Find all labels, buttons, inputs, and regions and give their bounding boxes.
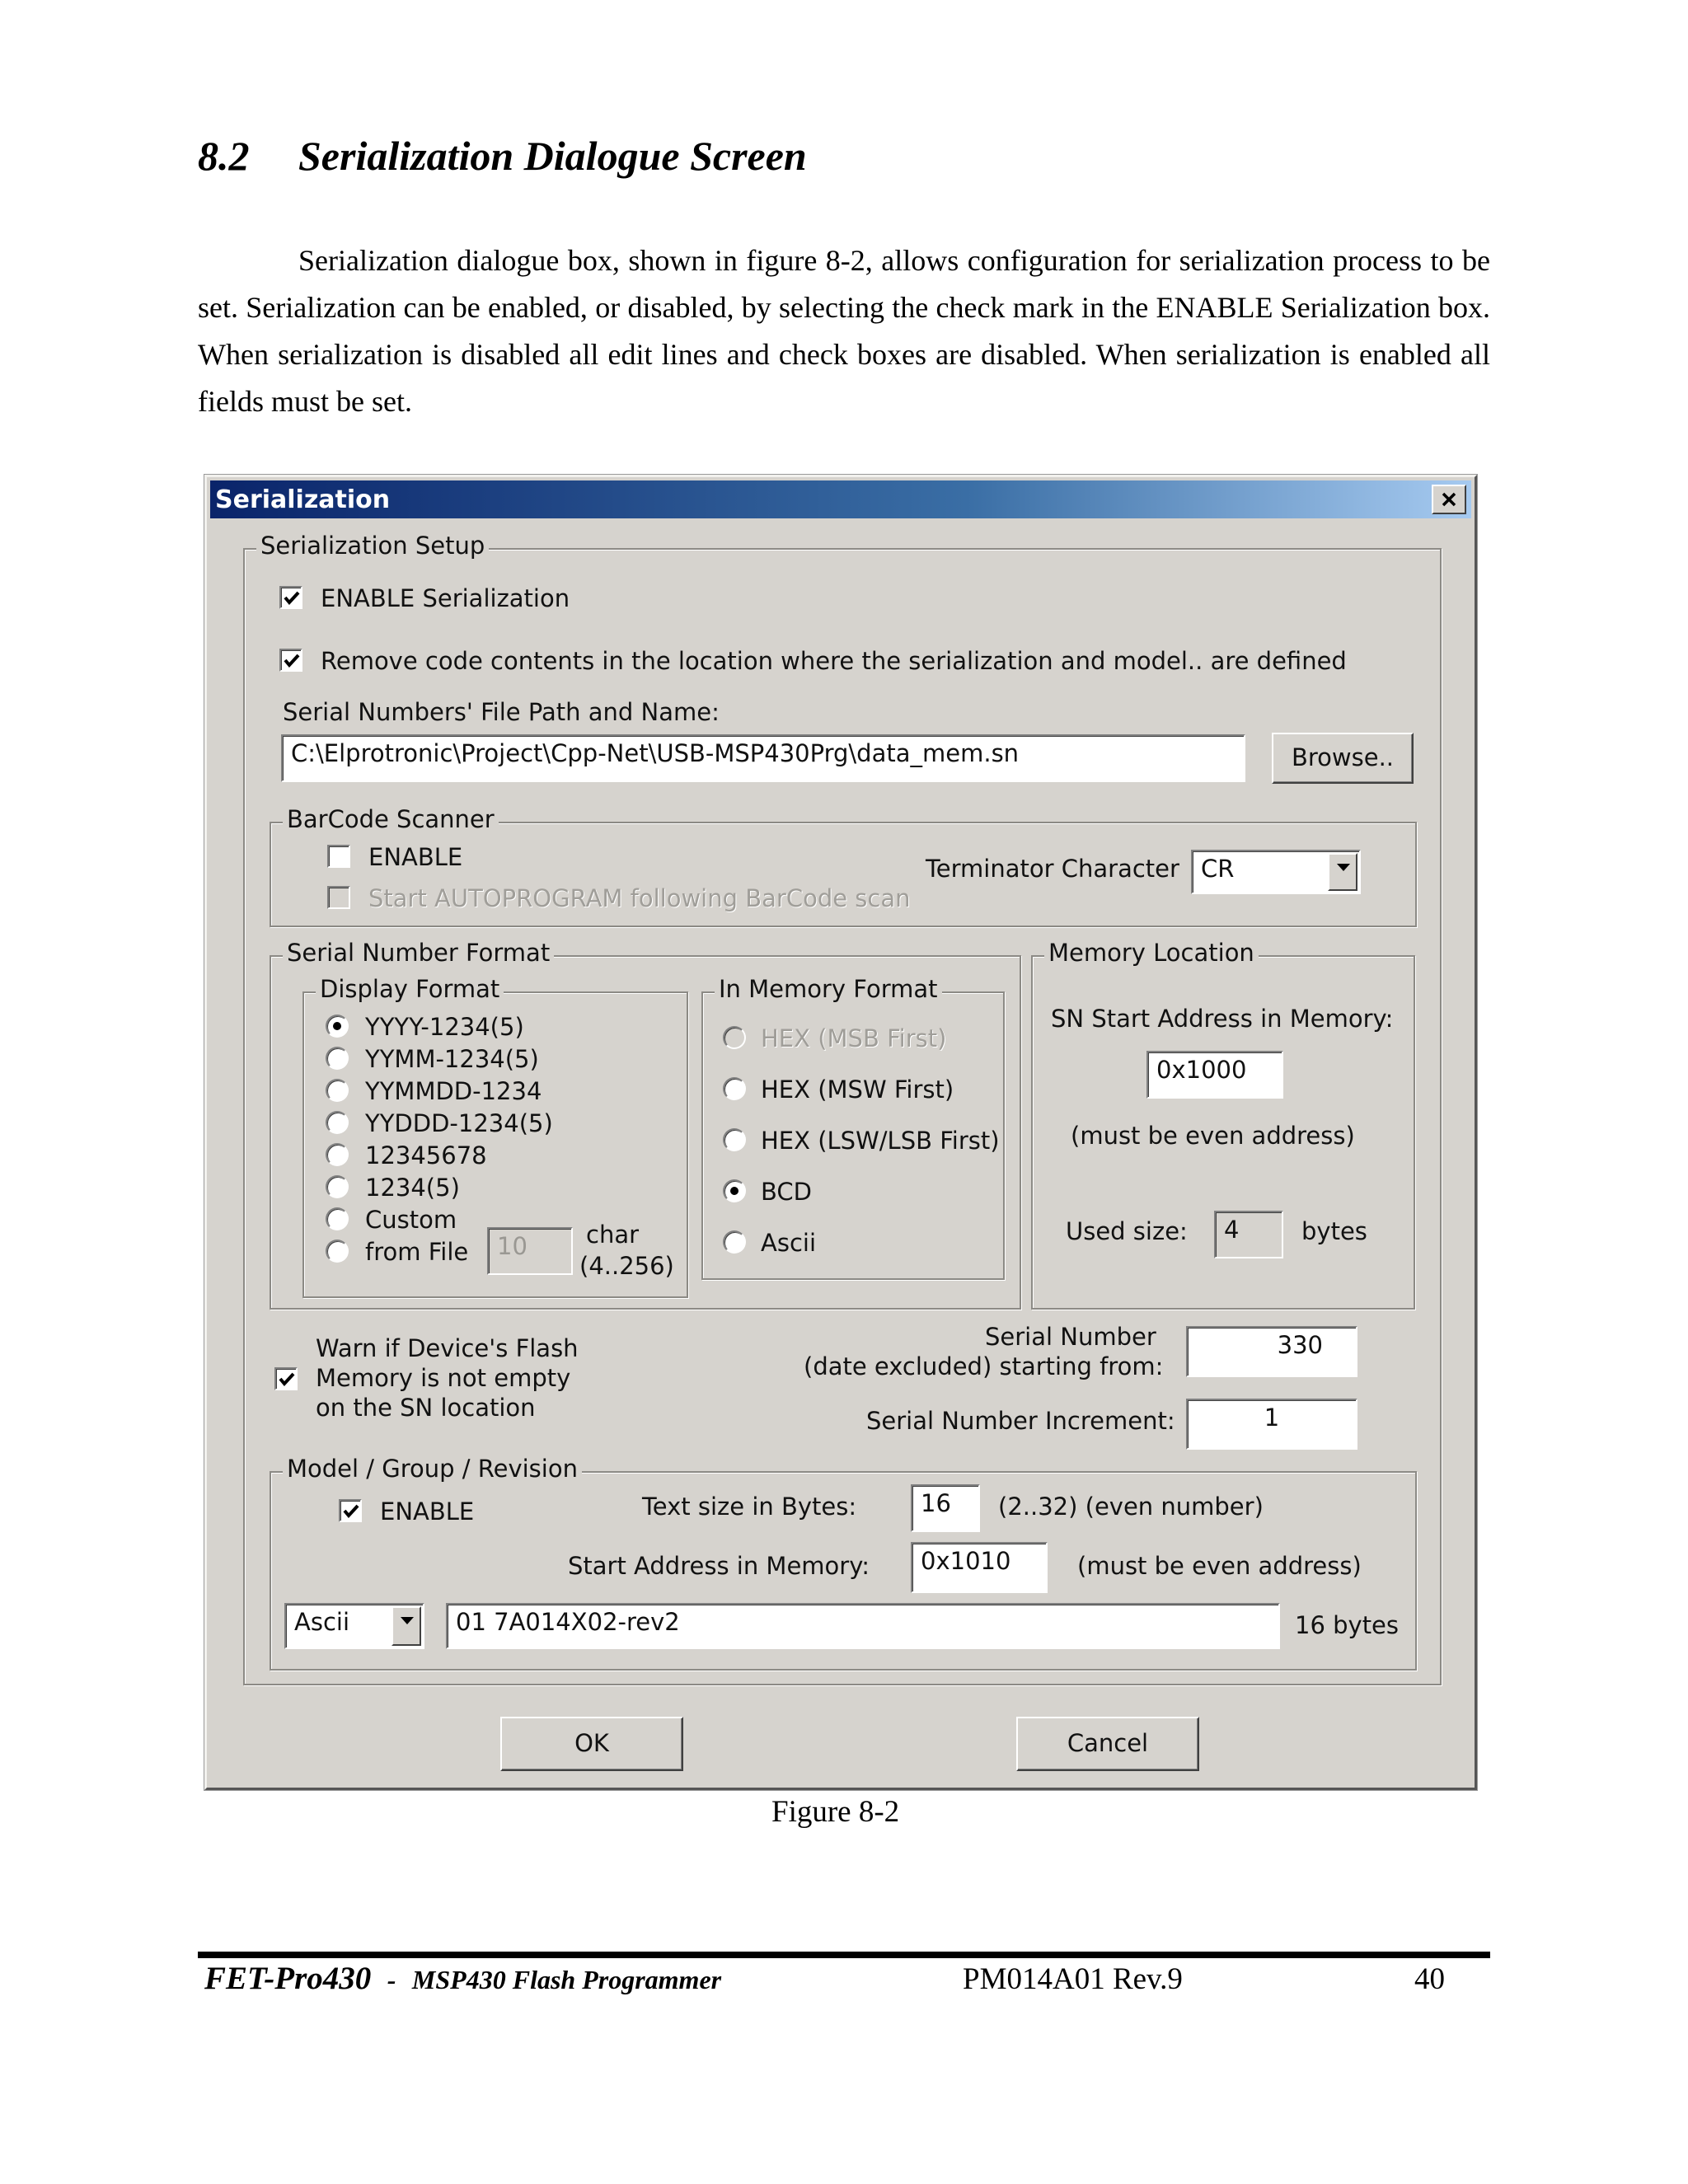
serial-increment-label: Serial Number Increment: [866,1407,1175,1435]
custom-length-input[interactable]: 10 [487,1227,573,1275]
terminator-label: Terminator Character [926,855,1179,883]
sn-even-address-note: (must be even address) [1071,1122,1355,1150]
memory-format-option: HEX (MSB First) [761,1024,947,1052]
file-path-label: Serial Numbers' File Path and Name: [283,698,720,726]
check-icon [283,589,301,607]
display-format-radio[interactable] [326,1015,349,1038]
dropdown-button[interactable] [392,1606,421,1646]
autoprogram-checkbox[interactable] [327,886,350,909]
model-start-address-label: Start Address in Memory: [568,1552,870,1580]
serial-increment-input[interactable]: 1 [1186,1399,1357,1450]
warn-label-line3: on the SN location [316,1394,536,1422]
memory-format-radio[interactable] [723,1077,746,1100]
section-heading [198,132,807,180]
model-enable-checkbox[interactable] [339,1499,362,1522]
footer-product [204,1960,721,1997]
product-subtitle: MSP430 Flash Programmer [411,1965,722,1994]
group-label: In Memory Format [715,975,942,1003]
display-format-radio[interactable] [326,1175,349,1198]
display-format-option: YYMMDD-1234 [365,1077,542,1105]
title-bar[interactable] [210,480,1471,518]
browse-button[interactable]: Browse.. [1272,733,1414,784]
file-path-input[interactable]: C:\Elprotronic\Project\Cpp-Net\USB-MSP430Prg\data_mem.sn [281,734,1245,782]
serial-number-label-2: (date excluded) starting from: [804,1352,1164,1380]
serial-number-start-input[interactable]: 330 [1186,1326,1357,1377]
display-format-option: 12345678 [365,1141,487,1169]
group-label: BarCode Scanner [283,805,499,833]
display-format-radio[interactable] [326,1207,349,1230]
memory-format-option: HEX (MSW First) [761,1076,954,1104]
section-number: 8.2 [198,133,250,179]
display-format-radio[interactable] [326,1143,349,1166]
chevron-down-icon [401,1617,414,1625]
text-size-label: Text size in Bytes: [642,1493,857,1521]
ok-button[interactable]: OK [500,1717,683,1771]
model-text-input[interactable]: 01 7A014X02-rev2 [446,1603,1280,1649]
memory-format-option: Ascii [761,1229,817,1257]
model-format-select[interactable] [284,1603,424,1649]
display-format-radio[interactable] [326,1047,349,1070]
display-format-radio[interactable] [326,1111,349,1134]
footer-rule [198,1952,1490,1958]
display-format-option: from File [365,1238,469,1266]
barcode-enable-checkbox[interactable] [327,845,350,868]
model-even-address-note: (must be even address) [1077,1552,1362,1580]
group-label: Serialization Setup [256,532,489,560]
used-size-input[interactable]: 4 [1214,1211,1283,1258]
close-button[interactable] [1432,485,1466,514]
display-format-option: Custom [365,1206,457,1234]
bytes-label: bytes [1301,1217,1367,1245]
close-icon [1442,492,1456,507]
display-format-option: YYDDD-1234(5) [365,1109,553,1137]
used-size-label: Used size: [1066,1217,1188,1245]
display-format-option: YYMM-1234(5) [365,1045,539,1073]
model-bytes-note: 16 bytes [1295,1611,1400,1639]
remove-code-label: Remove code contents in the location where the serialization and model.. are defined [321,647,1347,675]
memory-format-radio[interactable] [723,1179,746,1202]
sn-start-address-label: SN Start Address in Memory: [1051,1005,1394,1033]
chevron-down-icon [1337,864,1350,872]
model-start-address-input[interactable]: 0x1010 [911,1542,1048,1593]
enable-serialization-label: ENABLE Serialization [321,584,570,612]
figure-caption: Figure 8-2 [771,1795,900,1829]
check-icon [278,1371,296,1389]
group-label: Serial Number Format [283,939,554,967]
display-format-radio[interactable] [326,1079,349,1102]
serial-number-label: Serial Number [985,1323,1156,1351]
warn-label-line2: Memory is not empty [316,1364,571,1392]
serialization-dialog [204,475,1477,1790]
footer-doc-code: PM014A01 Rev.9 [963,1962,1183,1996]
text-size-input[interactable]: 16 [911,1484,980,1532]
memory-format-radio[interactable] [723,1230,746,1254]
model-enable-label: ENABLE [380,1497,475,1526]
barcode-enable-label: ENABLE [368,843,463,871]
enable-serialization-checkbox[interactable] [279,586,302,609]
text-size-note: (2..32) (even number) [998,1493,1264,1521]
warn-label-line1: Warn if Device's Flash [316,1334,579,1362]
memory-format-radio[interactable] [723,1026,746,1049]
cancel-button[interactable]: Cancel [1016,1717,1199,1771]
memory-format-radio[interactable] [723,1128,746,1151]
check-icon [283,652,301,670]
range-label: (4..256) [579,1252,674,1280]
dropdown-button[interactable] [1328,853,1357,891]
group-label: Memory Location [1044,939,1259,967]
display-format-option: 1234(5) [365,1174,460,1202]
sn-start-address-input[interactable]: 0x1000 [1146,1051,1283,1099]
autoprogram-label: Start AUTOPROGRAM following BarCode scan [368,884,911,912]
product-name: FET-Pro430 [204,1961,372,1996]
display-format-radio[interactable] [326,1240,349,1263]
group-label: Display Format [316,975,504,1003]
model-format-value: Ascii [294,1608,350,1636]
memory-format-option: HEX (LSW/LSB First) [761,1127,1000,1155]
terminator-value: CR [1201,855,1235,883]
memory-format-option: BCD [761,1178,812,1206]
remove-code-checkbox[interactable] [279,649,302,672]
page-number: 40 [1414,1962,1445,1996]
group-label: Model / Group / Revision [283,1455,582,1483]
intro-paragraph: Serialization dialogue box, shown in figure 8-2, allows configuration for serialization process to be set. Serialization can be enabled, or disabled, by selecting the check mark in the ENABLE Serialization box. When serialization is disabled all edit lines and check boxes are disabled. When serialization is enabled all fields must be set. [198,244,1490,418]
display-format-option: YYYY-1234(5) [365,1013,524,1041]
product-separator: - [387,1965,396,1994]
warn-flash-checkbox[interactable] [274,1367,298,1390]
section-title: Serialization Dialogue Screen [298,133,807,179]
terminator-select[interactable] [1191,850,1361,894]
char-label: char [586,1221,640,1249]
check-icon [342,1502,360,1521]
dialog-title: Serialization [215,485,391,514]
